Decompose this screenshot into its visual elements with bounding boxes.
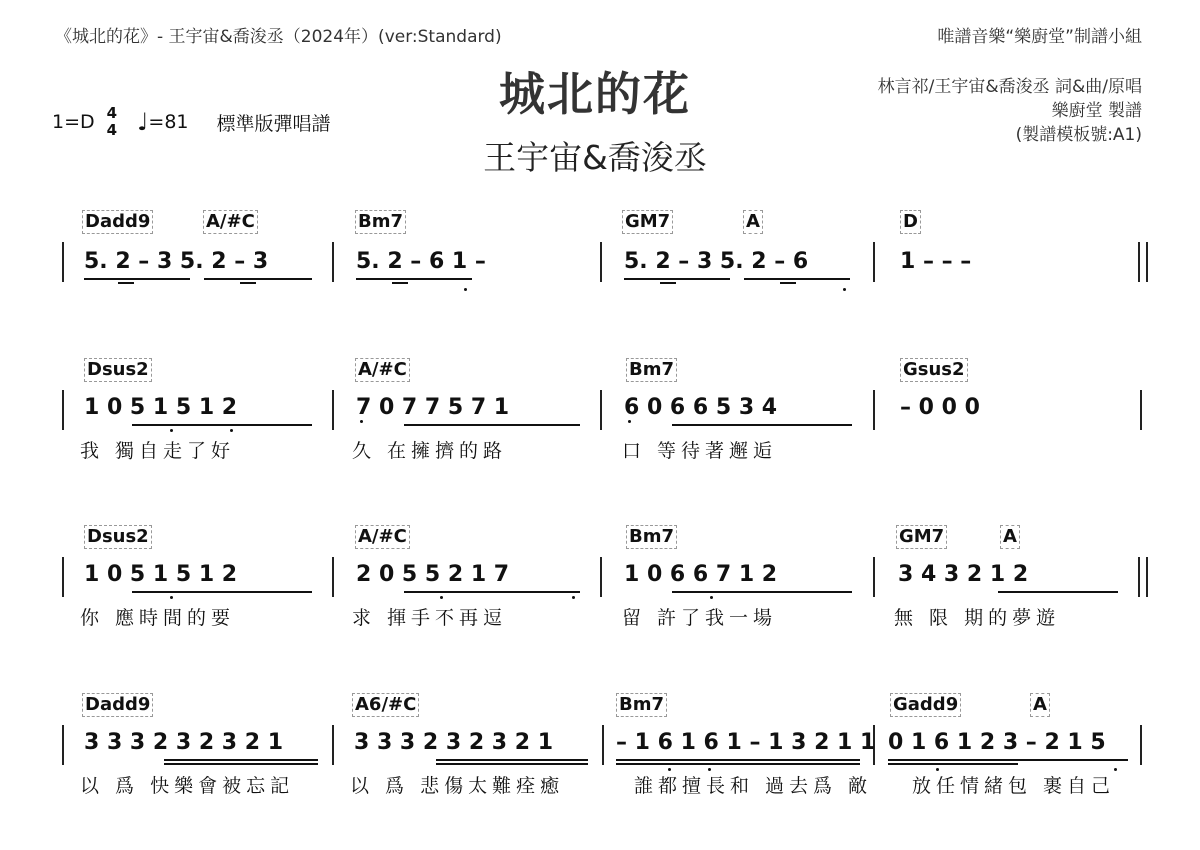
octave-dot: [843, 288, 846, 291]
measure-notes: 1 0 6 6 7 1 2: [624, 562, 778, 587]
chord-label: A6/#C: [352, 693, 419, 717]
beam-line: [998, 591, 1118, 593]
beam-line: [404, 591, 580, 593]
chord-label: Dsus2: [84, 358, 152, 382]
beam-line: [240, 282, 256, 284]
measure-notes: 1 – – –: [900, 249, 972, 274]
measure-notes: 5. 2 – 6 1 –: [356, 249, 486, 274]
lyric-line: 你 應時間的要: [80, 607, 236, 629]
octave-dot: [170, 596, 173, 599]
barline: [600, 390, 602, 430]
header-publisher: 唯譜音樂“樂廚堂”制譜小組: [937, 27, 1142, 47]
chord-label: Gadd9: [890, 693, 961, 717]
barline: [600, 557, 602, 597]
time-signature-top: 4: [106, 104, 118, 122]
lyric-line: 久 在擁擠的路: [352, 440, 508, 462]
beam-line: [118, 282, 134, 284]
measure-notes: – 0 0 0: [900, 395, 980, 420]
beam-line: [744, 278, 850, 280]
beam-line: [356, 278, 472, 280]
chord-label: D: [900, 210, 921, 234]
final-barline: [1138, 242, 1148, 282]
lyric-line: 以 爲 快樂會被忘記: [80, 775, 295, 797]
song-title: 城北的花: [499, 67, 691, 121]
beam-line: [780, 282, 796, 284]
chord-label: Bm7: [626, 358, 677, 382]
chord-label: Bm7: [355, 210, 406, 234]
beam-line: [888, 763, 1018, 765]
beam-line: [888, 759, 1128, 761]
lyric-line: 我 獨自走了好: [80, 440, 236, 462]
barline: [332, 725, 334, 765]
barline: [1140, 390, 1142, 430]
octave-dot: [360, 420, 363, 423]
edition-label: 標準版彈唱譜: [216, 112, 331, 135]
tempo-value: =81: [148, 111, 189, 133]
lyric-line: 誰都擅長和 過去爲 敵: [634, 775, 873, 797]
lyric-line: 放任情緒包 裹自己: [912, 775, 1116, 797]
time-signature-bottom: 4: [106, 121, 118, 139]
header-song-info: 《城北的花》- 王宇宙&喬浚丞（2024年）(ver:Standard): [55, 27, 502, 47]
chord-label: Dadd9: [82, 210, 153, 234]
beam-line: [672, 591, 852, 593]
barline: [602, 725, 604, 765]
measure-notes: 7 0 7 7 5 7 1: [356, 395, 510, 420]
barline: [873, 242, 875, 282]
barline: [62, 390, 64, 430]
octave-dot: [628, 420, 631, 423]
chord-label: Bm7: [616, 693, 667, 717]
measure-notes: 1 0 5 1 5 1 2: [84, 395, 238, 420]
chord-label: Dsus2: [84, 525, 152, 549]
final-barline: [1138, 557, 1148, 597]
octave-dot: [170, 429, 173, 432]
measure-notes: 3 4 3 2 1 2: [898, 562, 1029, 587]
measure-notes: 3 3 3 2 3 2 3 2 1: [354, 730, 554, 755]
beam-line: [132, 591, 312, 593]
beam-line: [616, 763, 860, 765]
chord-label: GM7: [896, 525, 947, 549]
beam-line: [436, 759, 588, 761]
beam-line: [404, 424, 580, 426]
chord-label: A: [1030, 693, 1050, 717]
measure-notes: 6 0 6 6 5 3 4: [624, 395, 778, 420]
barline: [873, 390, 875, 430]
song-artist: 王宇宙&喬浚丞: [483, 138, 707, 177]
measure-notes: 1 0 5 1 5 1 2: [84, 562, 238, 587]
measure-notes: 2 0 5 5 2 1 7: [356, 562, 510, 587]
barline: [62, 725, 64, 765]
barline: [332, 557, 334, 597]
octave-dot: [710, 596, 713, 599]
beam-line: [672, 424, 852, 426]
lyric-line: 以 爲 悲傷太難痊癒: [350, 775, 565, 797]
credit-template: (製譜模板號:A1): [1015, 125, 1142, 145]
chord-label: A/#C: [355, 525, 410, 549]
time-signature: [107, 105, 117, 139]
beam-line: [624, 278, 730, 280]
beam-line: [660, 282, 676, 284]
chord-label: GM7: [622, 210, 673, 234]
measure-notes: – 1 6 1 6 1 – 1 3 2 1 1: [616, 730, 876, 755]
key-meter-tempo: [52, 102, 331, 142]
beam-line: [204, 278, 312, 280]
beam-line: [84, 278, 190, 280]
chord-label: A: [1000, 525, 1020, 549]
lyric-line: 留 許了我一場: [622, 607, 778, 629]
chord-label: Gsus2: [900, 358, 968, 382]
chord-label: Bm7: [626, 525, 677, 549]
barline: [600, 242, 602, 282]
chord-label: A: [743, 210, 763, 234]
beam-line: [132, 424, 312, 426]
measure-notes: 0 1 6 1 2 3 – 2 1 5: [888, 730, 1106, 755]
chord-label: Dadd9: [82, 693, 153, 717]
quarter-note-icon: ♩: [137, 108, 149, 136]
chord-label: A/#C: [355, 358, 410, 382]
measure-notes: 5. 2 – 3 5. 2 – 6: [624, 249, 809, 274]
lyric-line: 口 等待著邂逅: [622, 440, 778, 462]
beam-line: [392, 282, 408, 284]
barline: [332, 390, 334, 430]
chord-label: A/#C: [203, 210, 258, 234]
credit-arranger: 樂廚堂 製譜: [1051, 101, 1142, 121]
octave-dot: [572, 596, 575, 599]
octave-dot: [464, 288, 467, 291]
lyric-line: 無 限 期的夢遊: [894, 607, 1061, 629]
barline: [1140, 725, 1142, 765]
beam-line: [436, 763, 588, 765]
beam-line: [616, 759, 860, 761]
beam-line: [164, 759, 318, 761]
lyric-line: 求 揮手不再逗: [352, 607, 508, 629]
beam-line: [164, 763, 318, 765]
barline: [62, 557, 64, 597]
barline: [873, 557, 875, 597]
barline: [332, 242, 334, 282]
measure-notes: 3 3 3 2 3 2 3 2 1: [84, 730, 284, 755]
key-signature: 1=D: [52, 111, 95, 133]
credit-lyrics-music: 林言祁/王宇宙&喬浚丞 詞&曲/原唱: [877, 77, 1142, 97]
barline: [62, 242, 64, 282]
octave-dot: [440, 596, 443, 599]
measure-notes: 5. 2 – 3 5. 2 – 3: [84, 249, 269, 274]
octave-dot: [230, 429, 233, 432]
